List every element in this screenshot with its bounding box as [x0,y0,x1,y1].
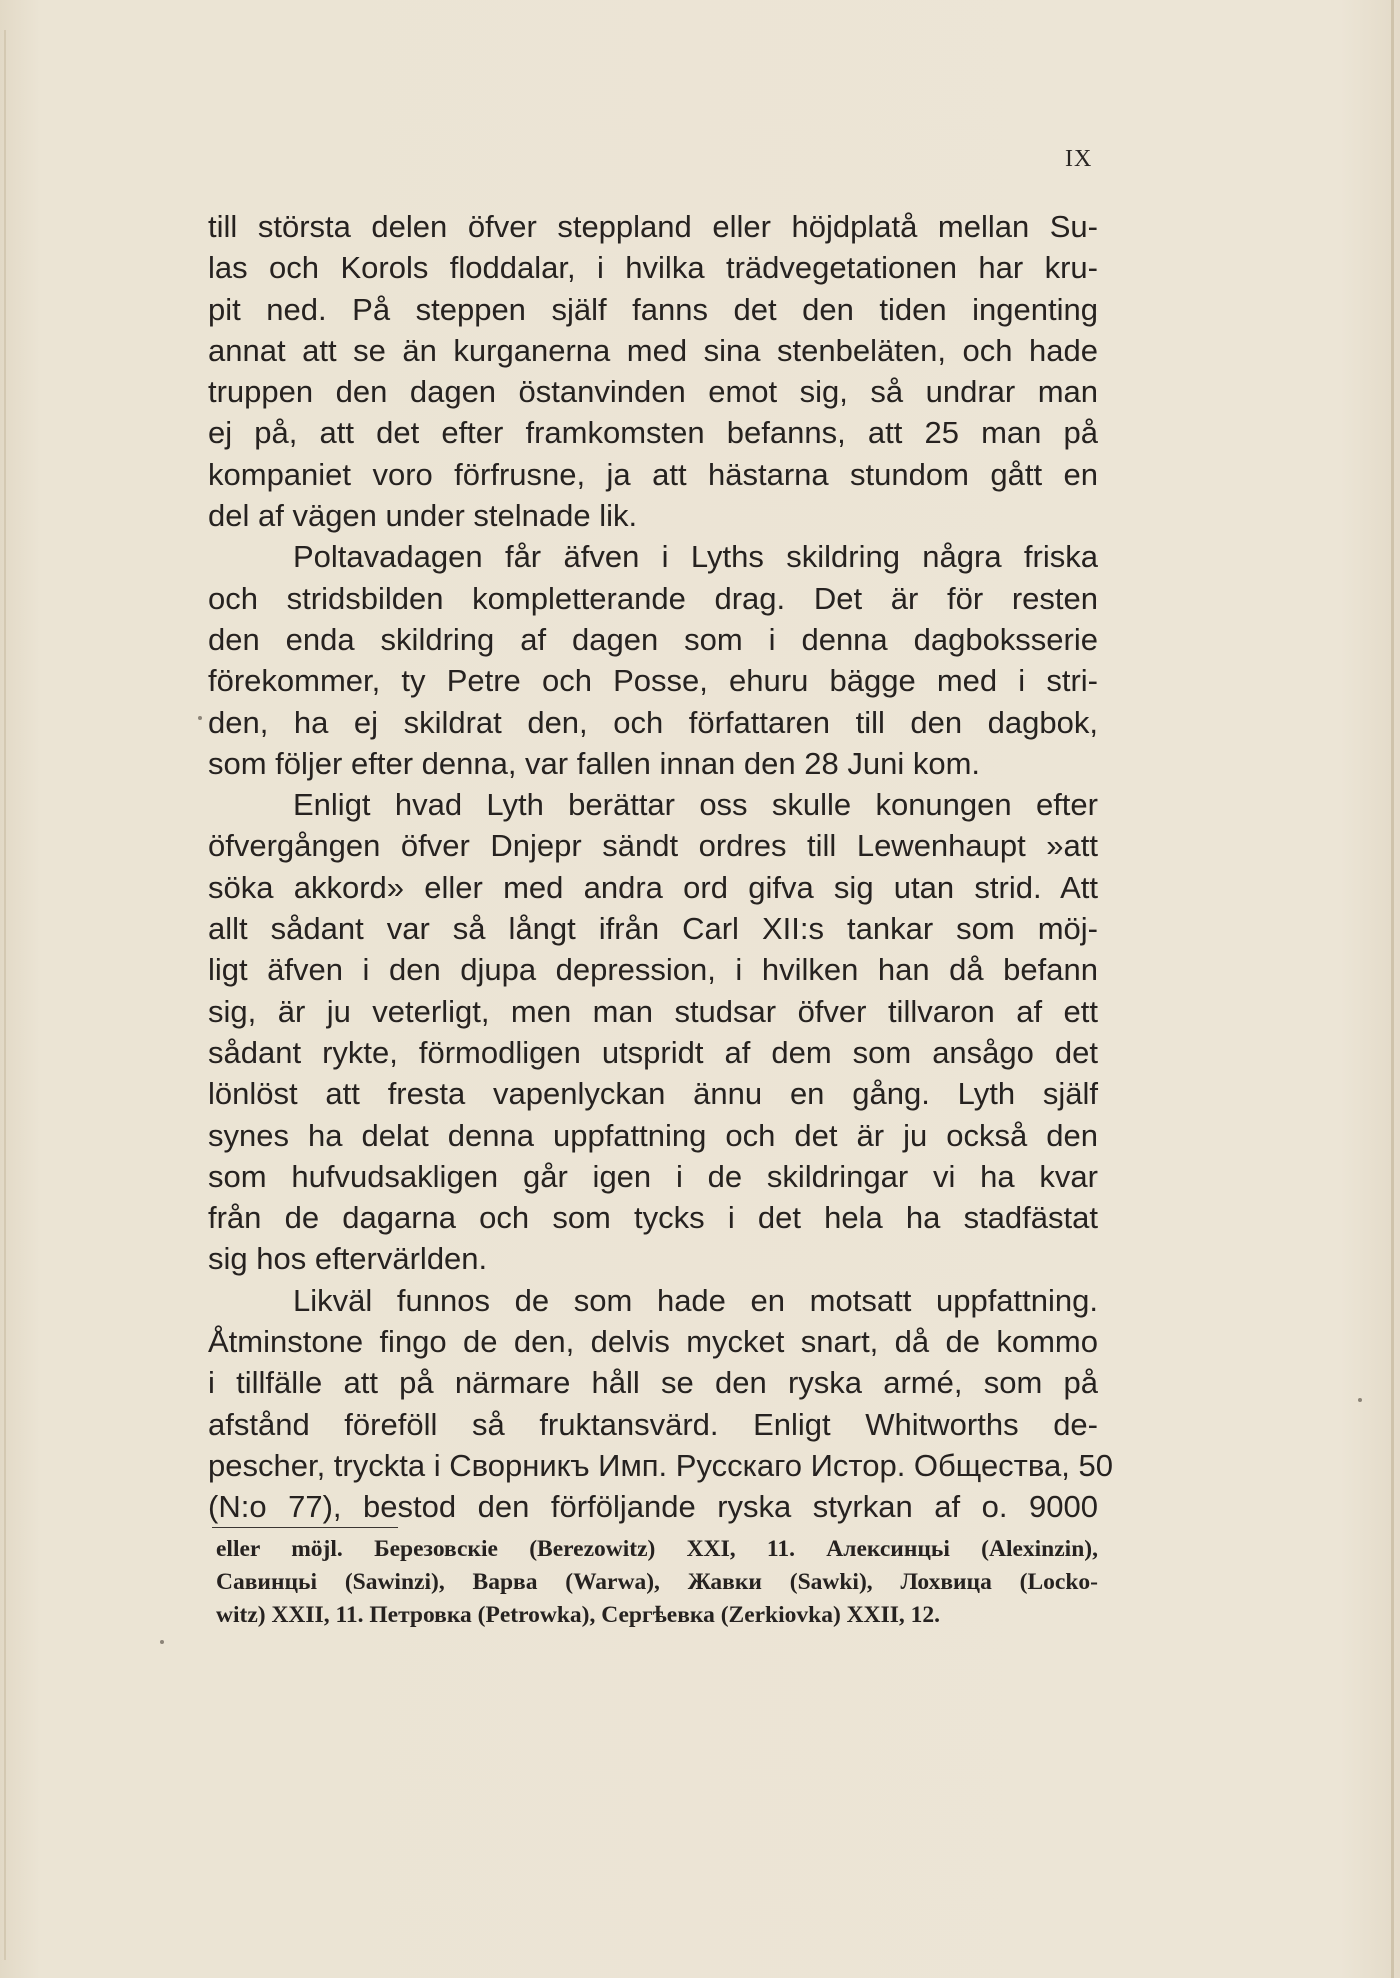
footnote-line: Савинцьі (Sawinzi), Варва (Warwa), Жавки (Sawki), Лохвица (Locko- [216,1569,1098,1595]
body-line: synes ha delat denna uppfattning och det är ju också den [208,1117,1098,1153]
body-line: som följer efter denna, var fallen innan den 28 Juni kom. [208,745,981,781]
body-line: Åtminstone fingo de den, delvis mycket snart, då de kommo [208,1324,1098,1360]
body-line: till största delen öfver steppland eller höjdplatå mellan Su- [208,209,1098,244]
footnote-line: eller möjl. Березовскіе (Berezowitz) XXI, 11. Алексинцьі (Alexinzin), [216,1536,1098,1562]
body-line: del af vägen under stelnade lik. [208,498,638,534]
body-line: (N:o 77), bestod den förföljande ryska styrkan af o. 9000 [208,1489,1098,1525]
body-line: ej på, att det efter framkomsten befanns, att 25 man på [208,415,1098,451]
body-line: sig hos eftervärlden. [208,1241,488,1277]
body-line: och stridsbilden kompletterande drag. Det är för resten [208,580,1098,616]
body-line: förekommer, ty Petre och Posse, ehuru bägge med i stri- [208,663,1098,699]
body-line: ligt äfven i den djupa depression, i hvilken han då befann [208,952,1098,988]
body-line: pit ned. På steppen själf fanns det den tiden ingenting [208,291,1098,327]
body-line: las och Korols floddalar, i hvilka trädvegetationen har kru- [208,250,1098,286]
body-line: Likväl funnos de som hade en motsatt uppfattning. [293,1282,1098,1318]
page-edge-right [1391,0,1394,1978]
body-line: som hufvudsakligen går igen i de skildringar vi ha kvar [208,1158,1098,1194]
body-line: öfvergången öfver Dnjepr sändt ordres till Lewenhaupt »att [208,828,1098,864]
paper-speck [1358,1398,1362,1402]
paper-speck [198,716,202,720]
body-line: truppen den dagen östanvinden emot sig, så undrar man [208,374,1098,410]
body-line: Poltavadagen får äfven i Lyths skildring några friska [293,539,1098,575]
body-line: allt sådant var så långt ifrån Carl XII:s tankar som möj- [208,911,1098,947]
body-line: i tillfälle att på närmare håll se den ryska armé, som på [208,1365,1098,1401]
page-edge-left [4,30,6,1960]
body-line: sådant rykte, förmodligen utspridt af dem som ansågo det [208,1034,1098,1070]
body-text [208,206,1113,1528]
body-line: den, ha ej skildrat den, och författaren till den dagbok, [208,704,1098,740]
footnote-line: witz) XXII, 11. Петровка (Petrowka), Сергѣевка (Zerkiovka) XXII, 12. [216,1602,941,1628]
paper-speck [160,1640,164,1644]
page-number: IX [1065,146,1093,172]
body-line: pescher, tryckta i Сворникъ Имп. Русскаго Истор. Общества, 50 [208,1447,1113,1483]
footnote-rule [212,1527,398,1528]
body-line: afstånd föreföll så fruktansvärd. Enligt Whitworths de- [208,1406,1098,1442]
body-line: annat att se än kurganerna med sina stenbeläten, och hade [208,332,1098,368]
body-line: lönlöst att fresta vapenlyckan ännu en gång. Lyth själf [208,1076,1098,1112]
body-line: den enda skildring af dagen som i denna dagboksserie [208,621,1098,657]
body-line: söka akkord» eller med andra ord gifva sig utan strid. Att [208,869,1098,905]
footnote [216,1533,1098,1632]
body-line: Enligt hvad Lyth berättar oss skulle konungen efter [293,787,1098,823]
body-line: sig, är ju veterligt, men man studsar öfver tillvaron af ett [208,993,1098,1029]
body-line: från de dagarna och som tycks i det hela ha stadfästat [208,1200,1098,1236]
body-line: kompaniet voro förfrusne, ja att hästarna stundom gått en [208,456,1098,492]
